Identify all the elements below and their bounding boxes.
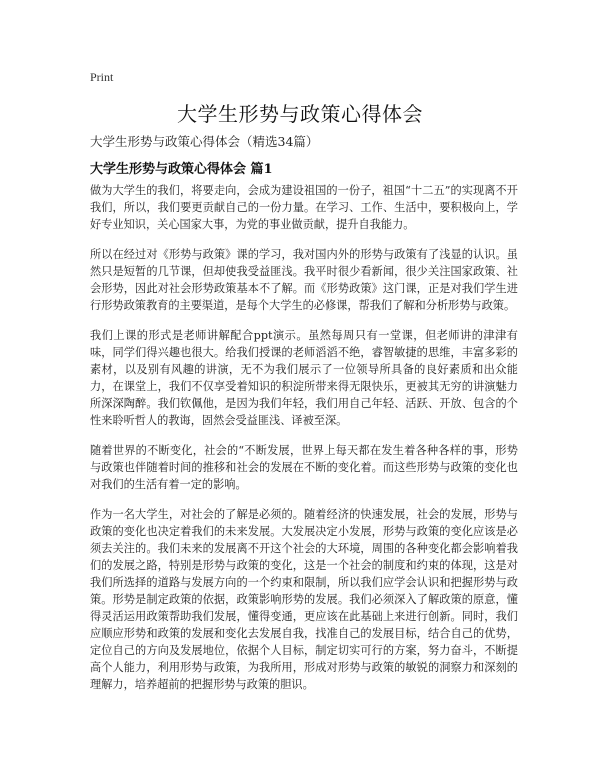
section-heading: 大学生形势与政策心得体会 篇1 [90,162,273,177]
paragraph-3: 我们上课的形式是老师讲解配合ppt演示。虽然每周只有一堂课，但老师讲的津津有味，同学们得兴趣也很大。给我们授课的老师滔滔不绝，睿智敏捷的思维，丰富多彩的素材，以及别有风趣的讲演，无不为我们展示了一位领导所具备的良好素质和出众能力，在课堂上，我们不仅享受着知识的积淀所带来得无限快乐，更被其无穷的讲演魅力所深深陶醉。我们钦佩他，是因为我们年轻，我们用自己年轻、活跃、开放、包含的个性来聆听哲人的教诲，固然会受益匪浅、译被至深。 [90,329,518,427]
paragraph-5: 作为一名大学生，对社会的了解是必须的。随着经济的快速发展，社会的发展，形势与政策的变化也决定着我们的未来发展。大发展决定小发展，形势与政策的变化应该是必须去关注的。我们未来的发展离不开这个社会的大环境，周围的各种变化都会影响着我们的发展之路，特别是形势与政策的变化，这是一个社会的制度和约束的体现，这是对我们所选择的道路与发展方向的一个约束和限制，所以我们应学会认识和把握形势与政策。形势是制定政策的依据，政策影响形势的发展。我们必须深入了解政策的原意，懂得灵活运用政策帮助我们发展，懂得变通，更应该在此基础上来进行创新。同时，我们应顺应形势和政策的发展和变化去发展自我，找准自己的发展目标，结合自己的优势，定位自己的方向及发展地位，依据个人目标，制定切实可行的方案，努力奋斗，不断提高个人能力，利用形势与政策，为我所用，形成对形势与政策的敏锐的洞察力和深刻的理解力，培养超前的把握形势与政策的胆识。 [90,508,518,691]
print-link[interactable]: Print [90,70,114,84]
paragraph-1: 做为大学生的我们，将要走向，会成为建设祖国的一份子，祖国“十二五”的实现离不开我们，所以，我们要更贡献自己的一份力量。在学习、工作、生活中，要积极向上，学好专业知识，关心国家大事，为党的事业做贡献，提升自我能力。 [90,184,518,231]
page-title: 大学生形势与政策心得体会 [177,102,423,126]
paragraph-4: 随着世界的不断变化，社会的“不断发展，世界上每天都在发生着各种各样的事，形势与政策也伴随着时间的推移和社会的发展在不断的变化着。而这些形势与政策的变化也对我们的生活有着一定的影响。 [90,444,518,491]
paragraph-2: 所以在经过对《形势与政策》课的学习，我对国内外的形势与政策有了浅显的认识。虽然只是短暂的几节课，但却使我受益匪浅。我平时很少看新闻，很少关注国家政策、社会形势，因此对社会形势政策基本不了解。而《形势政策》这门课，正是对我们学生进行形势政策教育的主要渠道，是每个大学生的必修课，帮我们了解和分析形势与政策。 [90,248,518,312]
article-body [90,182,518,706]
document-subtitle: 大学生形势与政策心得体会（精选34篇） [90,134,319,149]
